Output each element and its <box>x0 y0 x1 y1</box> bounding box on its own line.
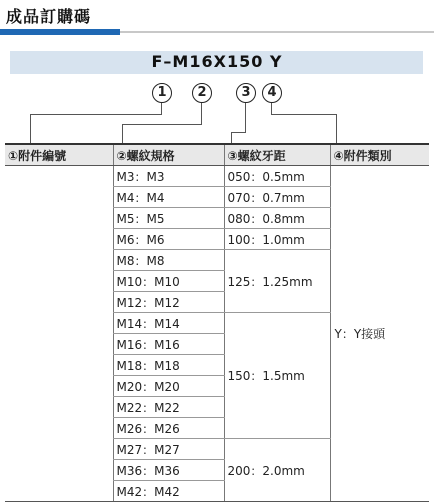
thread-size-cell: M8：M8 <box>113 250 224 271</box>
marker-3: 3 <box>236 83 256 103</box>
accessory-number-cell <box>5 166 113 502</box>
order-code: F–M16X150 Y <box>151 52 283 71</box>
order-code-table <box>5 143 429 502</box>
thread-size-cell: M16：M16 <box>113 334 224 355</box>
header-thread-pitch: ③螺紋牙距 <box>224 144 330 166</box>
thread-pitch-cell: 070：0.7mm <box>224 187 330 208</box>
marker-1: 1 <box>152 83 172 103</box>
thread-size-cell: M20：M20 <box>113 376 224 397</box>
thread-pitch-cell: 200：2.0mm <box>224 439 330 502</box>
thread-size-cell: M5：M5 <box>113 208 224 229</box>
thread-size-cell: M6：M6 <box>113 229 224 250</box>
thread-pitch-cell: 100：1.0mm <box>224 229 330 250</box>
thread-size-cell: M26：M26 <box>113 418 224 439</box>
thread-size-cell: M12：M12 <box>113 292 224 313</box>
thread-size-cell: M27：M27 <box>113 439 224 460</box>
thread-size-cell: M3：M3 <box>113 166 224 187</box>
accessory-type-cell: Y：Y接頭 <box>330 166 429 502</box>
thread-size-cell: M36：M36 <box>113 460 224 481</box>
thread-pitch-cell: 150：1.5mm <box>224 313 330 439</box>
thread-size-cell: M18：M18 <box>113 355 224 376</box>
header-accessory-number: ①附件編號 <box>5 144 113 166</box>
title-underline <box>120 31 434 33</box>
thread-size-cell: M14：M14 <box>113 313 224 334</box>
table-header-row <box>5 144 429 166</box>
thread-size-cell: M4：M4 <box>113 187 224 208</box>
thread-size-cell: M42：M42 <box>113 481 224 502</box>
table-row <box>5 166 429 187</box>
header-accessory-type: ④附件類別 <box>330 144 429 166</box>
thread-pitch-cell: 080：0.8mm <box>224 208 330 229</box>
thread-size-cell: M22：M22 <box>113 397 224 418</box>
marker-2: 2 <box>192 83 212 103</box>
marker-4: 4 <box>262 83 282 103</box>
header-thread-spec: ②螺紋規格 <box>113 144 224 166</box>
page-title: 成品訂購碼 <box>6 7 92 26</box>
thread-pitch-cell: 125：1.25mm <box>224 250 330 313</box>
title-underline-accent <box>0 29 120 35</box>
thread-size-cell: M10：M10 <box>113 271 224 292</box>
thread-pitch-cell: 050：0.5mm <box>224 166 330 187</box>
